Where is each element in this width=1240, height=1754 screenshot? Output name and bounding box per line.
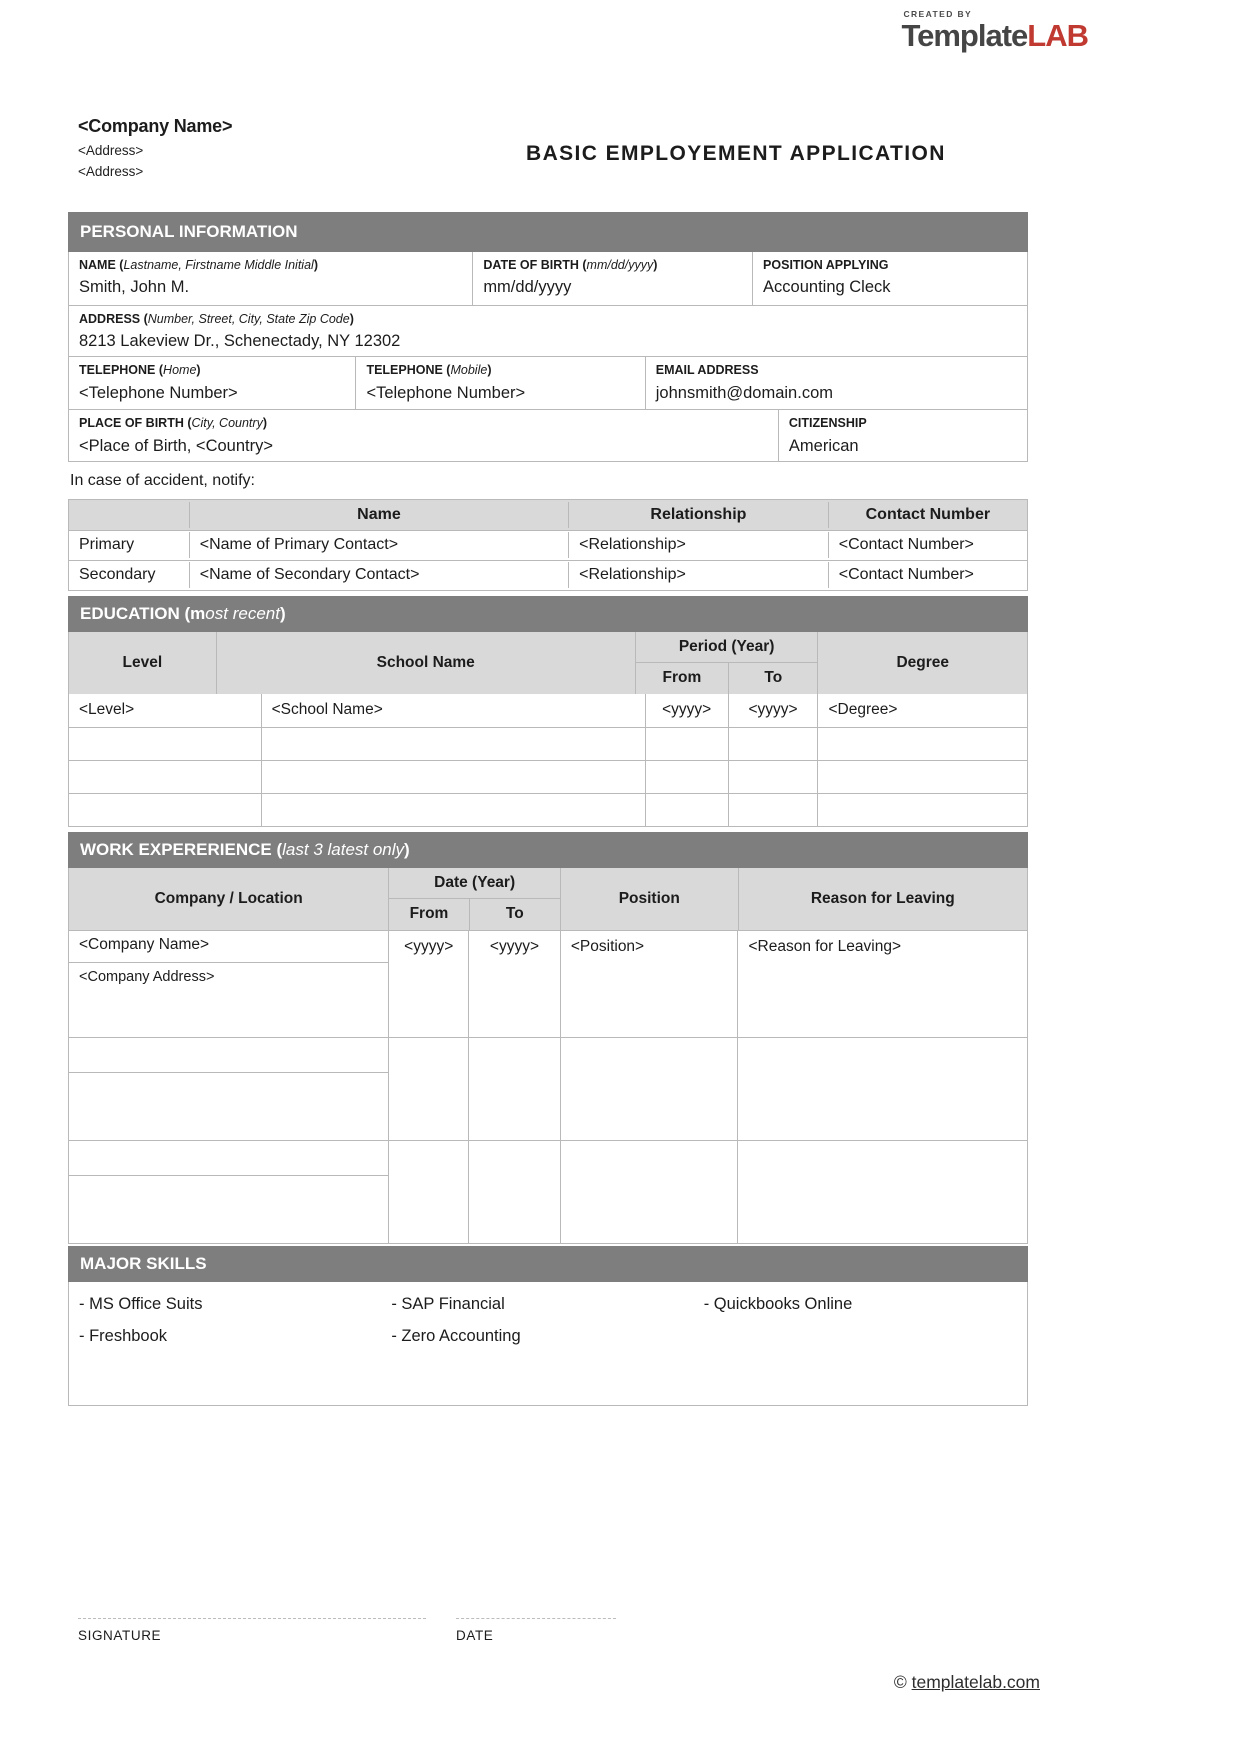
signature-block [78,1606,426,1643]
education-degree-empty [817,794,1027,826]
date-of-birth-field [472,252,752,305]
email-address-value: johnsmith@domain.com [655,383,833,402]
address-value: 8213 Lakeview Dr., Schenectady, NY 12302 [79,332,401,351]
place-of-birth-label-close: ) [262,416,267,431]
work-company-column [69,1038,388,1140]
work-reason-empty [737,1038,1027,1140]
place-of-birth-label [79,416,768,430]
work-entry-block [69,930,1027,1037]
work-experience-table [68,868,1028,1244]
work-company-column [69,931,388,1037]
work-to-empty [468,1141,560,1243]
work-entry-block-empty [69,1037,1027,1140]
position-applying-field [752,252,1027,305]
email-address-field [645,357,1027,409]
table-row-empty [69,793,1027,826]
education-title-close: ) [279,603,286,623]
accident-primary-relationship: <Relationship> [568,532,828,558]
telephone-mobile-field [355,357,644,409]
work-title-close: ) [404,839,410,859]
accident-secondary-contact: <Contact Number> [828,562,1027,588]
signature-line [78,1606,426,1619]
dob-label-close: ) [653,258,658,272]
work-position-value: <Position> [560,931,738,1037]
major-skills-section-header [68,1246,1028,1282]
address-hint: Number, Street, City, State Zip Code [147,312,350,326]
footer [894,1672,1040,1693]
dob-label-text: DATE OF BIRTH ( [483,258,587,272]
place-of-birth-hint: City, Country [191,416,263,431]
accident-notify-intro: In case of accident, notify: [70,471,255,489]
education-to-empty [728,728,818,760]
accident-secondary-type: Secondary [79,566,156,584]
work-title-italic: last 3 latest only [282,839,405,859]
templatelab-link[interactable]: templatelab.com [911,1672,1040,1692]
position-applying-label: POSITION APPLYING [763,258,889,272]
work-header-company: Company / Location [154,889,303,907]
citizenship-value: American [788,436,859,455]
accident-table-header-row [69,500,1027,530]
signature-area [78,1606,1028,1643]
name-hint: Lastname, Firstname Middle Initial [123,258,314,272]
education-level-empty [69,761,261,793]
company-address-line2: <Address> [78,164,144,179]
company-name: <Company Name> [78,116,233,136]
work-company-address-value: <Company Address> [79,968,215,985]
table-row [69,305,1027,356]
education-from-empty [645,761,728,793]
telephone-home-hint: Home [163,363,197,378]
copyright-symbol: © [893,1672,907,1692]
address-label-text: ADDRESS ( [79,312,148,326]
work-header-position: Position [560,868,738,930]
work-from-value: <yyyy> [388,931,468,1037]
accident-header-blank [69,511,189,519]
work-table-header [69,868,1027,930]
work-company-name-value: <Company Name> [69,931,388,963]
education-header-period-group [635,632,818,694]
education-title-italic: ost recent [205,603,280,623]
personal-information-table [68,252,1028,462]
address-label-close: ) [349,312,354,326]
telephone-mobile-hint: Mobile [450,363,488,378]
telephone-home-label-close: ) [196,363,201,378]
accident-secondary-relationship: <Relationship> [568,562,828,588]
work-company-name-empty [69,1141,388,1176]
education-section-header [68,596,1028,632]
place-of-birth-field [69,410,778,460]
work-company-name-empty [69,1038,388,1073]
education-to-empty [728,761,818,793]
position-applying-value: Accounting Cleck [763,278,891,297]
accident-header-name: Name [189,502,568,528]
education-header-level: Level [122,653,163,671]
table-row-empty [69,760,1027,793]
education-school-empty [261,728,645,760]
signature-label: SIGNATURE [78,1627,162,1643]
accident-secondary-name: <Name of Secondary Contact> [189,562,568,588]
table-row [69,356,1027,409]
table-row [69,409,1027,460]
personal-information-section-header [68,212,1028,252]
work-from-empty [388,1038,468,1140]
work-company-address-empty [69,1176,388,1243]
table-row [69,694,1027,727]
education-to-value: <yyyy> [728,694,818,727]
education-from-empty [645,728,728,760]
dob-hint: mm/dd/yyyy [586,258,654,272]
education-header-to: To [728,663,817,694]
citizenship-label: CITIZENSHIP [788,416,867,431]
skill-item: - Zero Accounting [391,1326,521,1345]
work-entry-block-empty [69,1140,1027,1243]
date-block [456,1606,616,1643]
education-to-empty [728,794,818,826]
work-to-value: <yyyy> [468,931,560,1037]
work-title-bold: WORK EXPERERIENCE ( [80,839,283,859]
work-position-empty [560,1038,738,1140]
major-skills-title: MAJOR SKILLS [80,1253,207,1273]
education-table-header [69,632,1027,694]
telephone-home-label [79,363,345,377]
table-row [69,560,1027,590]
logo-lab-text: LAB [1027,17,1088,53]
name-field [69,252,472,305]
education-degree-empty [817,761,1027,793]
table-row [69,252,1027,305]
accident-contacts-table [68,499,1028,591]
work-from-empty [388,1141,468,1243]
education-level-value: <Level> [79,701,135,719]
work-experience-section-header [68,832,1028,868]
education-degree-empty [817,728,1027,760]
work-reason-value: <Reason for Leaving> [737,931,1027,1037]
education-table [68,632,1028,827]
name-label [79,258,462,272]
major-skills-box [68,1282,1028,1406]
work-to-empty [468,1038,560,1140]
document-header [78,116,1168,179]
table-row-empty [69,727,1027,760]
education-degree-value: <Degree> [817,694,1027,727]
name-value: Smith, John M. [79,278,190,297]
telephone-home-label-text: TELEPHONE ( [79,363,164,378]
accident-header-relationship: Relationship [568,502,828,528]
telephone-home-value: <Telephone Number> [79,383,238,402]
email-address-label: EMAIL ADDRESS [655,363,759,378]
citizenship-field [778,410,1027,460]
date-of-birth-label [483,258,742,272]
skill-item: - Quickbooks Online [703,1294,853,1313]
skill-item [704,1327,1017,1346]
skill-item: - MS Office Suits [79,1294,203,1313]
education-header-degree: Degree [817,632,1027,694]
date-of-birth-value: mm/dd/yyyy [483,278,572,297]
company-address-line1: <Address> [78,143,144,158]
work-position-empty [560,1141,738,1243]
telephone-home-field [69,357,355,409]
education-title-bold: EDUCATION (m [80,603,206,623]
education-level-empty [69,794,261,826]
address-field [69,306,1027,356]
education-header-period: Period (Year) [636,632,818,663]
application-form [68,212,1028,1643]
work-header-to: To [469,899,560,930]
accident-primary-contact: <Contact Number> [828,532,1027,558]
name-label-close: ) [313,258,318,272]
table-row [69,530,1027,560]
skill-item: - SAP Financial [391,1294,505,1313]
templatelab-logo [901,10,1088,51]
education-header-school: School Name [216,632,635,694]
work-reason-empty [737,1141,1027,1243]
page-title: BASIC EMPLOYEMENT APPLICATION [526,142,946,165]
work-company-address-empty [69,1073,388,1140]
telephone-mobile-value: <Telephone Number> [366,383,526,402]
place-of-birth-value: <Place of Birth, <Country> [79,436,273,455]
telephone-mobile-label [366,363,634,377]
telephone-mobile-label-text: TELEPHONE ( [366,363,451,378]
logo-template-text: Template [901,17,1028,53]
logo-created-by-text: CREATED BY [903,9,973,19]
telephone-mobile-label-close: ) [487,363,492,378]
accident-header-contact: Contact Number [828,502,1027,528]
address-label [79,312,1017,326]
education-from-value: <yyyy> [645,694,728,727]
date-label: DATE [456,1627,494,1643]
education-level-empty [69,728,261,760]
skill-item: - Freshbook [79,1326,168,1345]
education-from-empty [645,794,728,826]
work-header-from: From [409,905,449,923]
work-header-date: Date (Year) [389,868,560,899]
date-line [456,1606,616,1619]
accident-primary-type: Primary [79,536,135,554]
personal-information-title: PERSONAL INFORMATION [80,222,298,241]
education-school-empty [261,761,645,793]
logo-brand-text [901,17,1088,53]
accident-primary-name: <Name of Primary Contact> [189,532,568,558]
work-header-reason: Reason for Leaving [738,868,1027,930]
work-company-column [69,1141,388,1243]
name-label-text: NAME ( [79,258,124,272]
education-header-from: From [662,669,702,687]
work-header-date-group [388,868,560,930]
education-school-empty [261,794,645,826]
place-of-birth-label-text: PLACE OF BIRTH ( [79,416,192,431]
education-school-value: <School Name> [261,694,645,727]
